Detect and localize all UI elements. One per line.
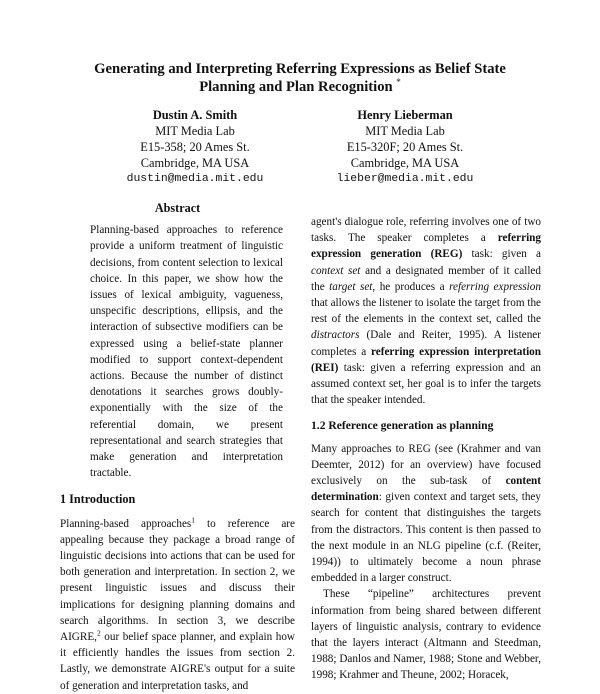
intro-paragraph [60,516,295,694]
author-email: lieber@media.mit.edu [336,173,474,185]
author-org: MIT Media Lab [365,124,445,138]
term-rei: referring expression interpretation (REI) [311,345,541,374]
title-line-1: Generating and Interpreting Referring Expressions as Belief State [94,61,506,77]
footnote-ref-2: 2 [96,628,101,638]
text-run: : given context and target sets, they search for content that distinguishes the targets from the distractors. This content is then passed to the next module in an NLG pipeline (c.f. (Reiter, 1994)) to ultimately become a noun phrase embedded in a larger construct. [311,491,541,585]
text-run: , he produces a [372,280,450,293]
title-footnote-mark: * [396,77,401,88]
term-content-determination: content determination [311,475,541,504]
text-run: task: given a referring expression and an assumed context set, her goal is to infer the targets that the speaker intended. [311,361,541,407]
term-target-set: target set [329,280,373,293]
author-block-2 [305,107,505,187]
author-block-1 [95,107,295,187]
paper-title [60,60,540,96]
intro-text-a: Planning-based approaches [60,517,192,530]
title-line-2: Planning and Plan Recognition [199,79,393,95]
author-org: MIT Media Lab [155,124,235,138]
text-run: task: given a [462,248,541,261]
pipeline-paragraph: These “pipeline” architectures prevent information from being shared between different layers of linguistic analysis, contrary to evidence that the layers interact (Altmann and Steedman, 1988; Danlos and Namer, 1988; Stone and Webber, 1998; Krahmer and Theune, 2002; Horacek, [311,588,541,682]
abstract-text: Planning-based approaches to reference provide a uniform treatment of linguistic decisions, from content selection to lexical choice. In this paper, we show how the issues of lexical ambiguity, vagueness, unspecific descriptions, ellipsis, and the interaction of subsective modifiers can be expressed using a belief-state planner modified to support context-dependent actions. Because the number of distinct denotations it searches grows doubly-exponentially with the size of the referential domain, we present representational and search strategies that make generation and interpretation tractable. [90,224,283,480]
intro-text-b: to reference are appealing because they package a broad range of linguistic decisions into actions that can be used for both generation and interpretation. In section 2, we present linguistic issues and discuss their implications for designing planning domains and search algorithms. In section 3, we describe AIGRE, [60,517,295,644]
text-run: (Dale and Reiter, 1995). A listener completes a [311,329,541,358]
term-referring-expression: referring expression [449,280,541,293]
author-address: E15-320F; 20 Ames St. [346,140,464,154]
text-run: that allows the listener to isolate the target from the rest of the elements in the context set, called the [311,297,542,326]
author-name: Henry Lieberman [357,108,453,122]
text-run: and a designated member of it called the [311,264,541,293]
intro-text-c: our belief space planner, and explain how it efficiently handles the issues from section 2. Lastly, we demonstrate AIGRE's output for a suite of generation and interpretation tasks, and [60,631,295,692]
reg-paragraph [311,441,541,587]
author-city: Cambridge, MA USA [350,156,460,170]
author-email: dustin@media.mit.edu [126,173,264,185]
text-run: agent's dialogue role, referring involves one of two tasks. The speaker completes a [311,216,541,245]
term-context-set: context set [311,264,361,277]
task-paragraph [311,214,541,408]
section-heading-introduction: 1 Introduction [60,492,136,507]
text-run: Many approaches to REG (see (Krahmer and van Deemter, 2012) for an overview) have focused exclusively on the sub-task of [311,442,541,488]
right-column [311,214,541,684]
term-reg: referring expression generation (REG) [311,232,541,261]
term-distractors: distractors [311,329,360,342]
subsection-heading-1-2: 1.2 Reference generation as planning [311,419,494,433]
author-address: E15-358; 20 Ames St. [140,140,250,154]
abstract-heading: Abstract [154,201,201,215]
footnote-ref-1: 1 [191,514,196,524]
author-name: Dustin A. Smith [152,108,238,122]
author-city: Cambridge, MA USA [140,156,250,170]
left-column [60,200,295,694]
